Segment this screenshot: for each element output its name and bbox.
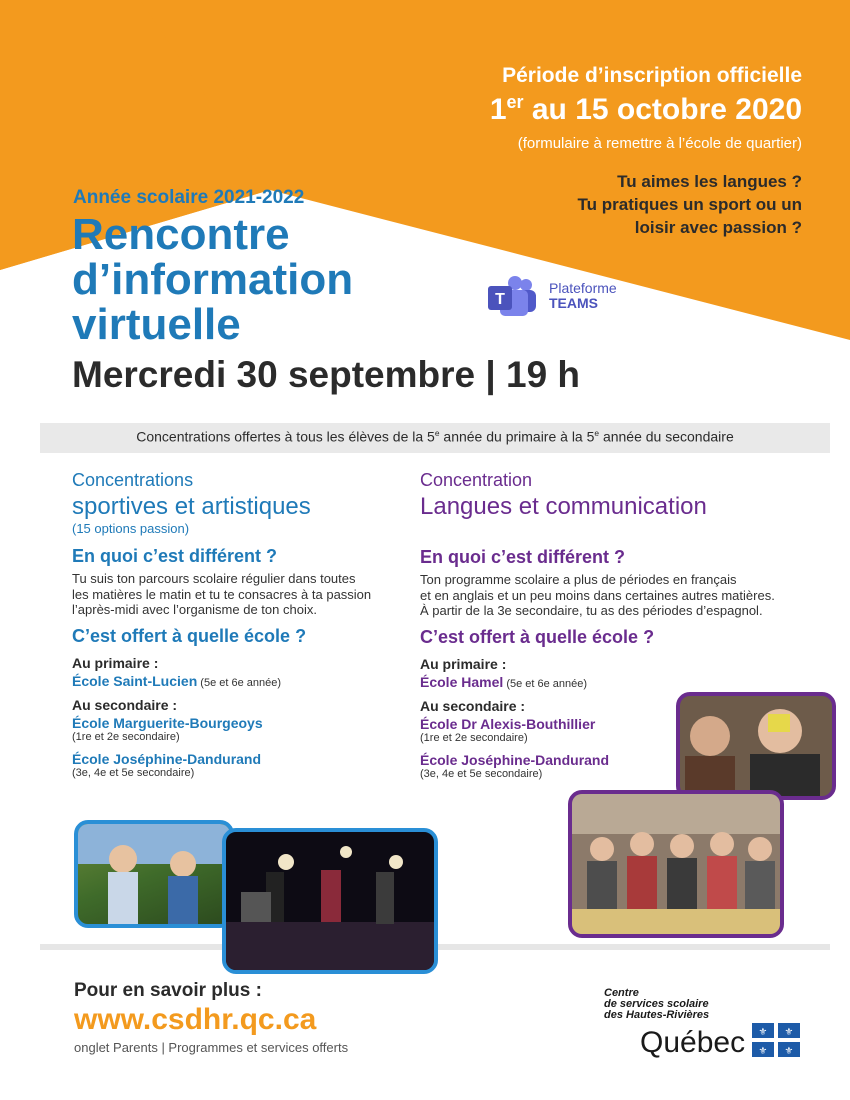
org-line-1: Centre	[604, 987, 639, 999]
right-primary-label: Au primaire :	[420, 655, 507, 672]
right-secondary-label: Au secondaire :	[420, 697, 526, 714]
right-sec-school-2: École Joséphine-Dandurand	[420, 751, 610, 768]
svg-text:⚜: ⚜	[758, 1046, 768, 1057]
right-diff-heading: En quoi c’est différent ?	[420, 547, 626, 567]
website-path: onglet Parents | Programmes et services offerts	[74, 1040, 349, 1055]
left-primary-row	[72, 673, 412, 689]
event-title-line-1: Rencontre	[72, 210, 290, 259]
date-rest: au 15 octobre 2020	[523, 93, 802, 126]
banner-sup-1: e	[434, 428, 440, 438]
org-line-3: des Hautes-Rivières	[604, 1009, 710, 1021]
photo-group-students	[568, 790, 784, 938]
registration-dates	[490, 92, 802, 127]
left-column	[72, 470, 412, 779]
banner-text-1: Concentrations offertes à tous les élèves de la 5	[136, 428, 435, 445]
left-sec-grades-2: (3e, 4e et 5e secondaire)	[72, 766, 195, 779]
photo-language-students	[676, 692, 836, 800]
platform-label	[549, 281, 617, 311]
right-kicker: Concentration	[420, 470, 533, 490]
left-diff-heading: En quoi c’est différent ?	[72, 546, 278, 566]
svg-text:⚜: ⚜	[758, 1027, 768, 1038]
left-diff-line-2: les matières le matin et tu te consacres à ta passion	[72, 586, 372, 602]
event-datetime: Mercredi 30 septembre | 19 h	[72, 354, 581, 395]
concentrations-banner	[40, 428, 830, 445]
left-secondary-label: Au secondaire :	[72, 696, 178, 713]
right-primary-grades: (5e et 6e année)	[503, 677, 588, 690]
left-school-heading: C’est offert à quelle école ?	[72, 625, 307, 646]
event-title-line-2: d’information	[72, 255, 354, 304]
right-diff-line-3: À partir de la 3e secondaire, tu as des périodes d’espagnol.	[420, 603, 763, 618]
event-title-line-3: virtuelle	[72, 300, 241, 349]
right-title: Langues et communication	[420, 493, 707, 520]
photo-golf-kids	[74, 820, 234, 928]
more-info-label: Pour en savoir plus :	[74, 980, 262, 1001]
right-diff-line-2: et en anglais et un peu moins dans certaines autres matières.	[420, 587, 775, 603]
photo-concert	[222, 828, 438, 974]
svg-text:⚜: ⚜	[784, 1027, 794, 1038]
right-school-heading: C’est offert à quelle école ?	[420, 626, 655, 647]
platform-line-1: Plateforme	[549, 280, 617, 296]
banner-text-3: année du secondaire	[599, 428, 734, 445]
quebec-flag-icon	[752, 1023, 800, 1057]
date-prefix: 1	[489, 93, 507, 126]
registration-title: Période d’inscription officielle	[502, 64, 802, 87]
left-sec-grades-1: (1re et 2e secondaire)	[72, 730, 180, 743]
left-sec-school-2: École Joséphine-Dandurand	[72, 750, 262, 767]
right-primary-row	[420, 674, 810, 690]
question-sport: Tu pratiques un sport ou un	[577, 195, 802, 214]
question-languages: Tu aimes les langues ?	[617, 172, 802, 191]
website-link[interactable]: www.csdhr.qc.ca	[74, 1003, 317, 1036]
right-sec-grades-1: (1re et 2e secondaire)	[420, 731, 528, 744]
left-diff-line-3: l’après-midi avec l’organisme de ton choix.	[72, 602, 317, 617]
banner-sup-2: e	[594, 428, 600, 438]
platform-line-2: TEAMS	[549, 295, 598, 311]
org-name	[604, 988, 709, 1021]
question-passion: loisir avec passion ?	[634, 218, 802, 237]
left-subtitle: (15 options passion)	[72, 521, 190, 536]
teams-letter: T	[495, 291, 505, 308]
date-sup: er	[506, 92, 524, 112]
right-diff-line-1: Ton programme scolaire a plus de périodes en français	[420, 572, 737, 587]
school-year: Année scolaire 2021-2022	[73, 187, 305, 208]
right-sec-grades-2: (3e, 4e et 5e secondaire)	[420, 767, 543, 780]
registration-questions	[578, 170, 802, 239]
svg-text:⚜: ⚜	[784, 1046, 794, 1057]
left-primary-label: Au primaire :	[72, 654, 159, 671]
left-primary-school: École Saint-Lucien	[72, 672, 198, 689]
event-title	[72, 212, 353, 347]
teams-icon	[488, 276, 540, 316]
quebec-wordmark: Québec	[640, 1026, 746, 1059]
left-diff-line-1: Tu suis ton parcours scolaire régulier dans toutes	[72, 571, 356, 586]
org-line-2: de services scolaire	[604, 998, 709, 1010]
left-title: sportives et artistiques	[72, 493, 311, 520]
left-diff-text	[72, 571, 412, 618]
right-primary-school: École Hamel	[420, 673, 504, 690]
right-sec-school-1: École Dr Alexis-Bouthillier	[420, 715, 596, 732]
left-kicker: Concentrations	[72, 470, 194, 490]
left-sec-school-1: École Marguerite-Bourgeoys	[72, 714, 263, 731]
left-primary-grades: (5e et 6e année)	[197, 676, 282, 689]
banner-text-2: année du primaire à la 5	[439, 428, 595, 445]
right-diff-text	[420, 572, 810, 619]
registration-note: (formulaire à remettre à l’école de quartier)	[517, 135, 802, 152]
